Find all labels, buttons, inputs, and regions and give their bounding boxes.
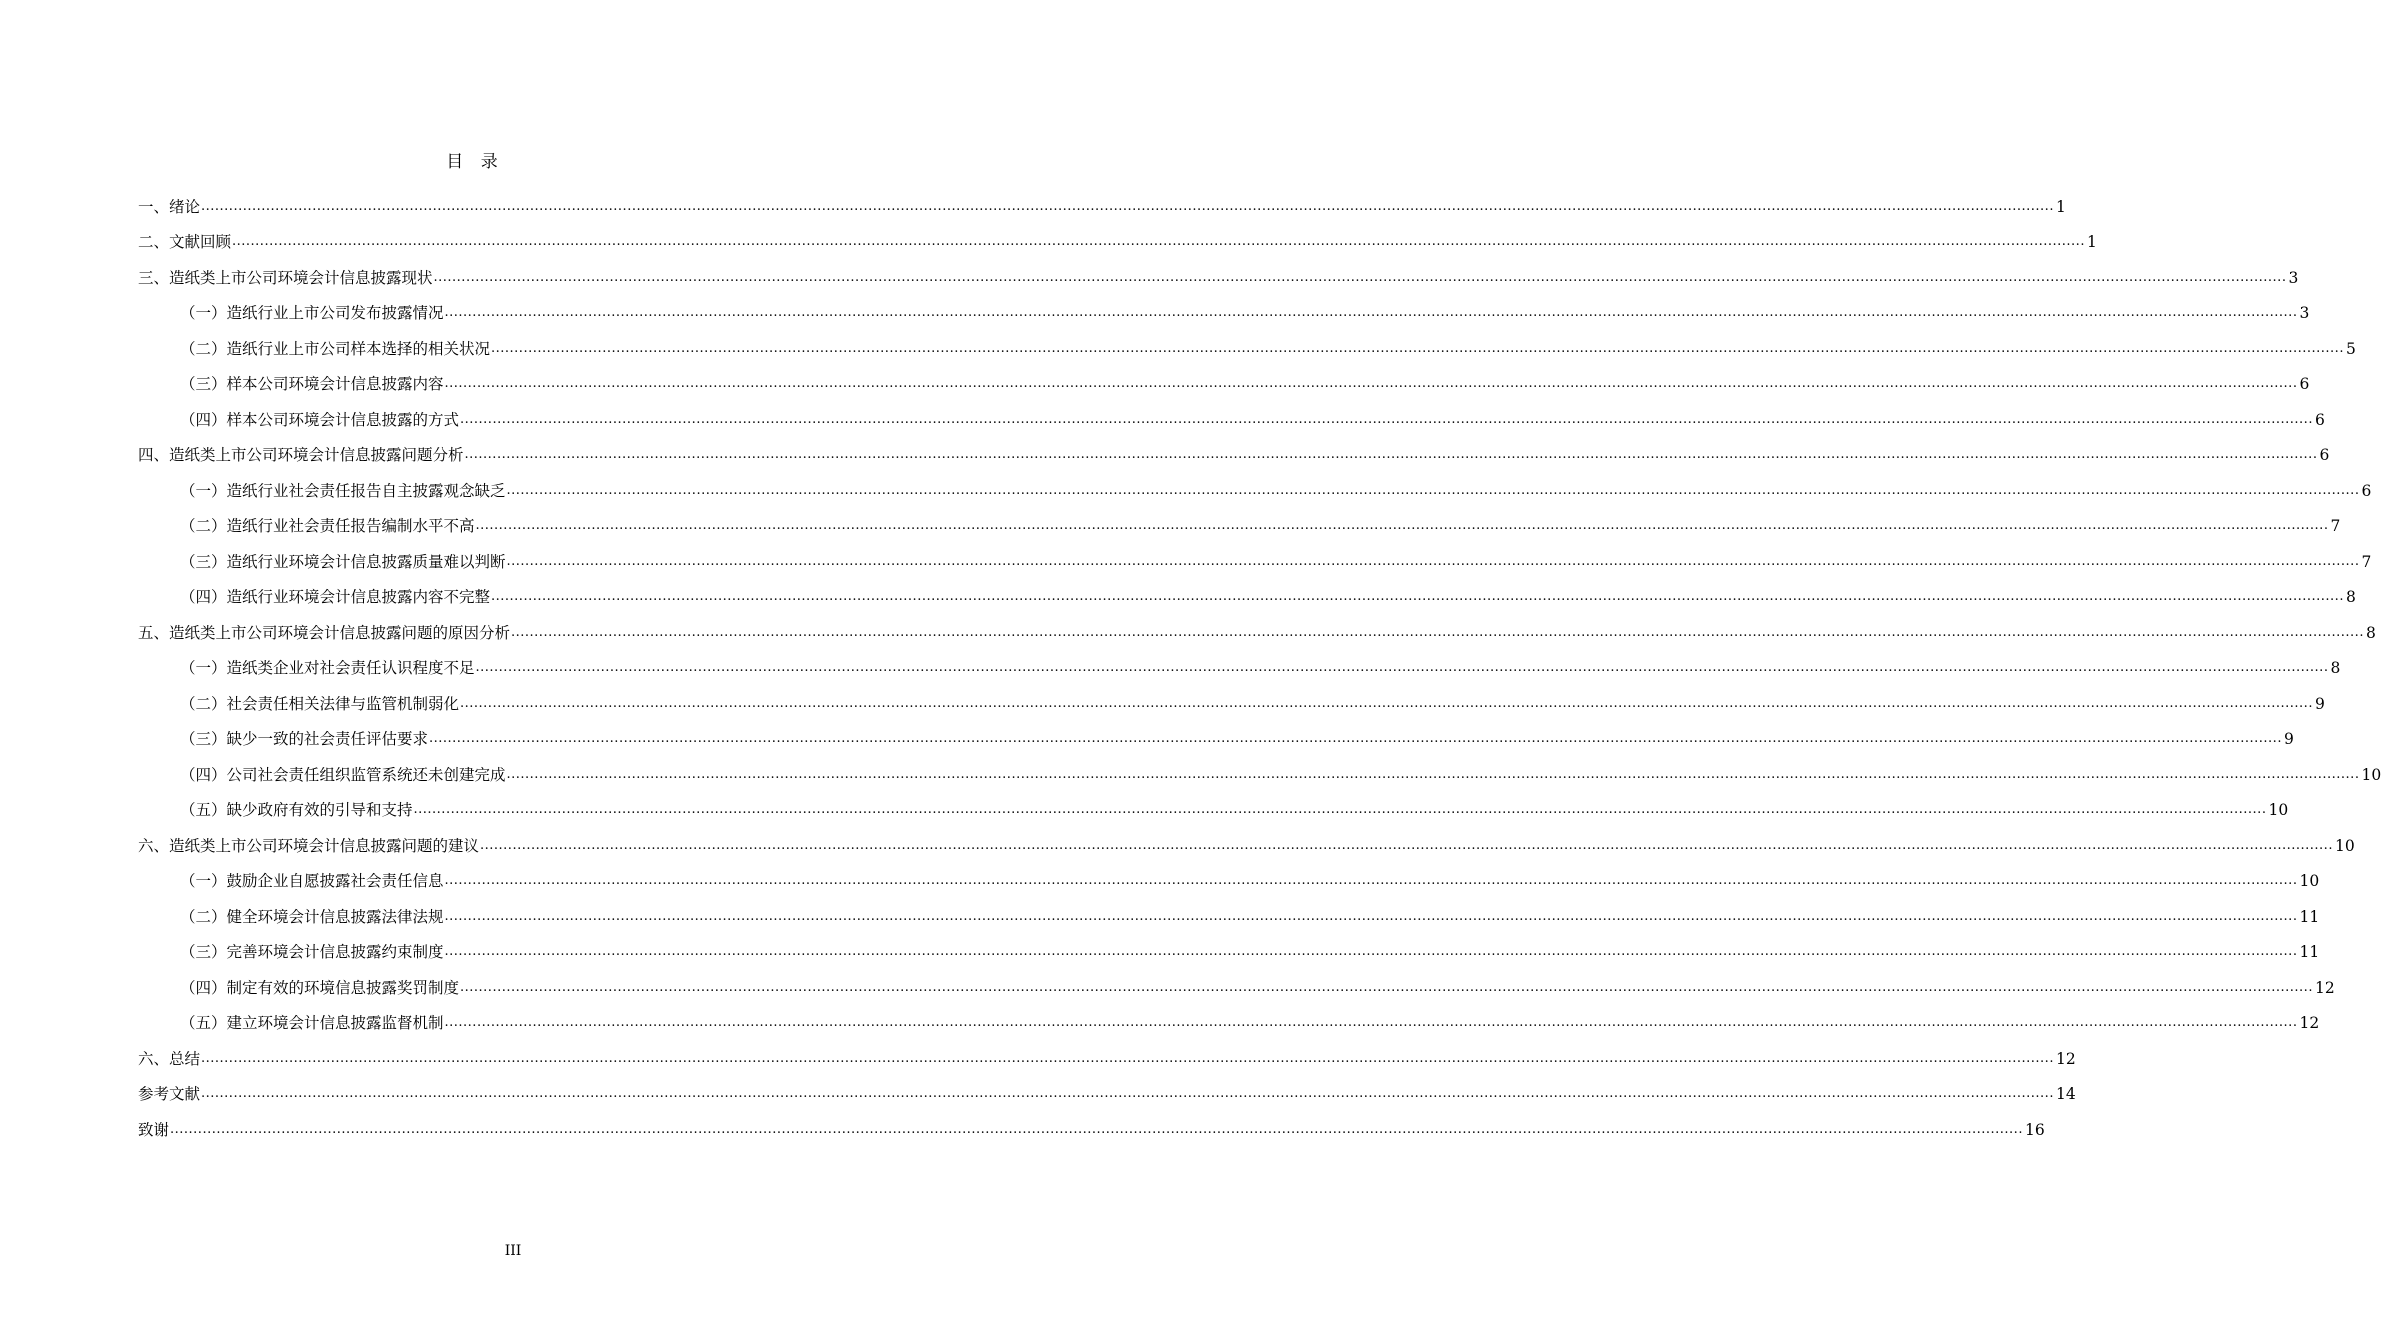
toc-entry-label: （五）缺少政府有效的引导和支持 bbox=[180, 801, 413, 819]
toc-entry[interactable] bbox=[138, 891, 2320, 927]
toc-entry-label: （四）样本公司环境会计信息披露的方式 bbox=[180, 410, 460, 429]
toc-entry[interactable] bbox=[138, 288, 2310, 324]
toc-entry[interactable] bbox=[138, 536, 2372, 572]
toc-entry-label: （二）健全环境会计信息披露法律法规 bbox=[180, 907, 444, 926]
dot-leader: ................................................................................................................................................................................................................................................................................................................................................................................................................ bbox=[444, 376, 2298, 391]
toc-entry-label: 四、造纸类上市公司环境会计信息披露问题分析 bbox=[138, 446, 464, 464]
toc-entry[interactable] bbox=[138, 1069, 2076, 1105]
dot-leader: ................................................................................................................................................................................................................................................................................................................................................................................................................ bbox=[444, 1015, 2298, 1030]
toc-entry-page: 3 bbox=[2288, 268, 2299, 287]
dot-leader: ................................................................................................................................................................................................................................................................................................................................................................................................................ bbox=[444, 908, 2298, 924]
toc-entry-label: （二）社会责任相关法律与监管机制弱化 bbox=[180, 694, 460, 713]
toc-entry-page: 14 bbox=[2055, 1085, 2076, 1103]
dot-leader: ................................................................................................................................................................................................................................................................................................................................................................................................................ bbox=[170, 1121, 2023, 1137]
toc-entry-page: 6 bbox=[2314, 410, 2325, 429]
dot-leader: ................................................................................................................................................................................................................................................................................................................................................................................................................ bbox=[444, 305, 2298, 320]
toc-entry-page: 16 bbox=[2024, 1120, 2045, 1139]
dot-leader: ................................................................................................................................................................................................................................................................................................................................................................................................................ bbox=[491, 340, 2344, 356]
toc-entry-label: 三、造纸类上市公司环境会计信息披露现状 bbox=[138, 268, 433, 287]
toc-entry-page: 8 bbox=[2345, 588, 2356, 606]
toc-entry-page: 10 bbox=[2361, 765, 2381, 784]
toc-entry-label: （一）造纸行业上市公司发布披露情况 bbox=[180, 304, 444, 322]
dot-leader: ................................................................................................................................................................................................................................................................................................................................................................................................................ bbox=[480, 837, 2333, 853]
dot-leader: ................................................................................................................................................................................................................................................................................................................................................................................................................ bbox=[413, 802, 2267, 817]
toc-entry[interactable] bbox=[138, 749, 2381, 785]
toc-entry[interactable] bbox=[138, 678, 2325, 714]
toc-entry-page: 3 bbox=[2299, 304, 2310, 322]
toc-entry-label: 五、造纸类上市公司环境会计信息披露问题的原因分析 bbox=[138, 623, 511, 642]
toc-entry-page: 8 bbox=[2330, 659, 2341, 677]
toc-entry-label: （三）造纸行业环境会计信息披露质量难以判断 bbox=[180, 552, 506, 571]
toc-entry-page: 9 bbox=[2314, 694, 2325, 713]
toc-entry-label: 参考文献 bbox=[138, 1085, 201, 1103]
toc-entry-label: （三）缺少一致的社会责任评估要求 bbox=[180, 730, 429, 748]
toc-entry[interactable] bbox=[138, 323, 2356, 359]
toc-entry-label: （一）造纸类企业对社会责任认识程度不足 bbox=[180, 659, 475, 677]
toc-entry-label: （二）造纸行业上市公司样本选择的相关状况 bbox=[180, 339, 491, 358]
toc-entry[interactable] bbox=[138, 607, 2376, 643]
toc-entry[interactable] bbox=[138, 998, 2320, 1034]
dot-leader: ................................................................................................................................................................................................................................................................................................................................................................................................................ bbox=[444, 944, 2298, 959]
toc-entry[interactable] bbox=[138, 785, 2289, 821]
toc-entry-label: （三）样本公司环境会计信息披露内容 bbox=[180, 375, 444, 393]
toc-entry[interactable] bbox=[138, 217, 2097, 253]
table-of-contents bbox=[138, 181, 2381, 1140]
dot-leader: ................................................................................................................................................................................................................................................................................................................................................................................................................ bbox=[506, 766, 2360, 782]
dot-leader: ................................................................................................................................................................................................................................................................................................................................................................................................................ bbox=[201, 1086, 2054, 1101]
toc-entry-label: 六、造纸类上市公司环境会计信息披露问题的建议 bbox=[138, 836, 480, 855]
dot-leader: ................................................................................................................................................................................................................................................................................................................................................................................................................ bbox=[475, 518, 2329, 533]
toc-entry-label: 一、绪论 bbox=[138, 197, 201, 216]
dot-leader: ................................................................................................................................................................................................................................................................................................................................................................................................................ bbox=[429, 731, 2282, 746]
toc-entry[interactable] bbox=[138, 927, 2320, 963]
toc-entry-page: 9 bbox=[2283, 730, 2294, 748]
toc-entry-page: 1 bbox=[2055, 197, 2066, 216]
toc-entry-page: 12 bbox=[2299, 1014, 2320, 1032]
toc-entry-label: （一）鼓励企业自愿披露社会责任信息 bbox=[180, 872, 444, 890]
page-title: 目 录 bbox=[446, 152, 504, 172]
toc-entry-page: 10 bbox=[2299, 872, 2320, 890]
toc-entry-label: 二、文献回顾 bbox=[138, 233, 232, 251]
toc-entry[interactable] bbox=[138, 643, 2341, 679]
toc-entry-label: （五）建立环境会计信息披露监督机制 bbox=[180, 1014, 444, 1032]
toc-entry-page: 12 bbox=[2314, 978, 2335, 997]
toc-entry[interactable] bbox=[138, 359, 2310, 395]
dot-leader: ................................................................................................................................................................................................................................................................................................................................................................................................................ bbox=[460, 411, 2313, 427]
dot-leader: ................................................................................................................................................................................................................................................................................................................................................................................................................ bbox=[433, 269, 2287, 285]
toc-entry-label: （四）造纸行业环境会计信息披露内容不完整 bbox=[180, 588, 491, 606]
page-number: III bbox=[504, 1243, 522, 1259]
dot-leader: ................................................................................................................................................................................................................................................................................................................................................................................................................ bbox=[201, 1050, 2054, 1066]
toc-entry[interactable] bbox=[138, 1104, 2045, 1140]
toc-entry-page: 5 bbox=[2345, 339, 2356, 358]
dot-leader: ................................................................................................................................................................................................................................................................................................................................................................................................................ bbox=[506, 482, 2360, 498]
toc-entry[interactable] bbox=[138, 962, 2335, 998]
toc-entry-page: 10 bbox=[2268, 801, 2289, 819]
toc-entry[interactable] bbox=[138, 430, 2330, 466]
toc-entry-page: 7 bbox=[2330, 517, 2341, 535]
toc-entry-label: 致谢 bbox=[138, 1120, 170, 1139]
toc-entry[interactable] bbox=[138, 181, 2066, 217]
dot-leader: ................................................................................................................................................................................................................................................................................................................................................................................................................ bbox=[232, 234, 2085, 249]
dot-leader: ................................................................................................................................................................................................................................................................................................................................................................................................................ bbox=[506, 553, 2360, 569]
dot-leader: ................................................................................................................................................................................................................................................................................................................................................................................................................ bbox=[511, 624, 2364, 640]
toc-entry[interactable] bbox=[138, 252, 2299, 288]
toc-entry[interactable] bbox=[138, 856, 2320, 892]
toc-entry-page: 6 bbox=[2361, 481, 2372, 500]
toc-entry[interactable] bbox=[138, 394, 2325, 430]
toc-entry-label: （四）公司社会责任组织监管系统还未创建完成 bbox=[180, 765, 506, 784]
toc-entry-page: 10 bbox=[2334, 836, 2355, 855]
toc-entry-page: 12 bbox=[2055, 1049, 2076, 1068]
toc-entry[interactable] bbox=[138, 1033, 2076, 1069]
dot-leader: ................................................................................................................................................................................................................................................................................................................................................................................................................ bbox=[460, 695, 2313, 711]
toc-entry-page: 7 bbox=[2361, 552, 2372, 571]
dot-leader: ................................................................................................................................................................................................................................................................................................................................................................................................................ bbox=[475, 660, 2329, 675]
toc-entry[interactable] bbox=[138, 572, 2356, 608]
dot-leader: ................................................................................................................................................................................................................................................................................................................................................................................................................ bbox=[491, 589, 2344, 604]
toc-entry[interactable] bbox=[138, 820, 2355, 856]
dot-leader: ................................................................................................................................................................................................................................................................................................................................................................................................................ bbox=[201, 198, 2054, 214]
toc-entry-page: 11 bbox=[2299, 943, 2320, 961]
toc-entry-label: （三）完善环境会计信息披露约束制度 bbox=[180, 943, 444, 961]
toc-entry-label: （一）造纸行业社会责任报告自主披露观念缺乏 bbox=[180, 481, 506, 500]
toc-entry[interactable] bbox=[138, 714, 2294, 750]
toc-entry-page: 8 bbox=[2365, 623, 2376, 642]
toc-entry-label: （四）制定有效的环境信息披露奖罚制度 bbox=[180, 978, 460, 997]
dot-leader: ................................................................................................................................................................................................................................................................................................................................................................................................................ bbox=[460, 979, 2313, 995]
toc-entry-label: （二）造纸行业社会责任报告编制水平不高 bbox=[180, 517, 475, 535]
dot-leader: ................................................................................................................................................................................................................................................................................................................................................................................................................ bbox=[464, 447, 2318, 462]
toc-entry-page: 6 bbox=[2299, 375, 2310, 393]
toc-entry-page: 1 bbox=[2086, 233, 2097, 251]
toc-entry[interactable] bbox=[138, 501, 2341, 537]
toc-entry-label: 六、总结 bbox=[138, 1049, 201, 1068]
toc-entry[interactable] bbox=[138, 465, 2372, 501]
dot-leader: ................................................................................................................................................................................................................................................................................................................................................................................................................ bbox=[444, 873, 2298, 888]
toc-entry-page: 6 bbox=[2319, 446, 2330, 464]
toc-entry-page: 11 bbox=[2299, 907, 2320, 926]
